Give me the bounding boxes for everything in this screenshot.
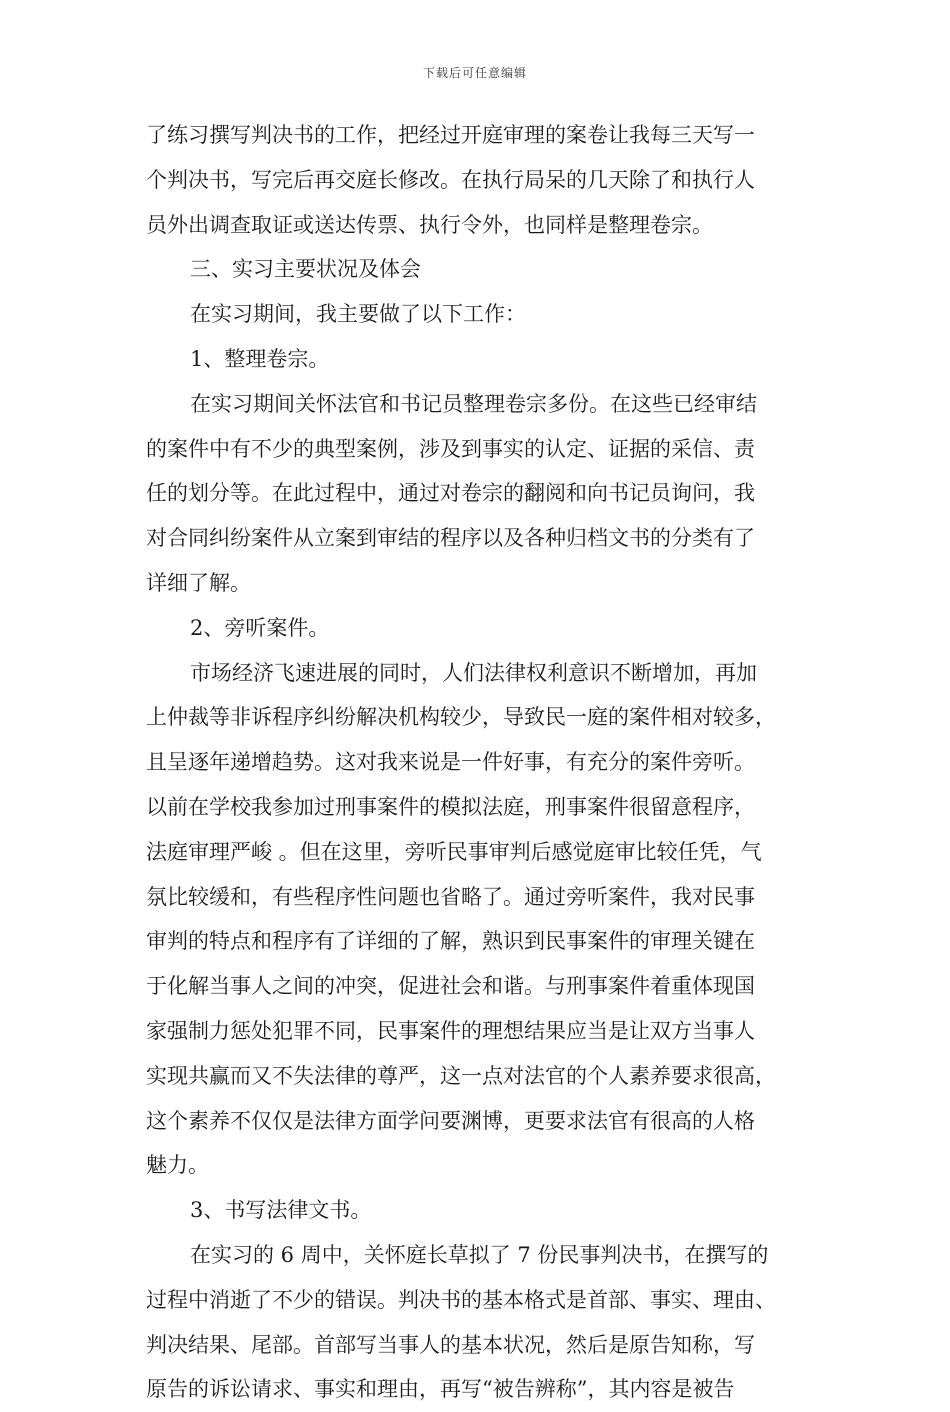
text-line: 于化解当事人之间的冲突，促进社会和谐。与刑事案件着重体现国 — [146, 974, 755, 999]
text-line: 任的划分等。在此过程中，通过对卷宗的翻阅和向书记员询问，我 — [146, 481, 755, 506]
text-line: 在实习期间，我主要做了以下工作： — [190, 302, 526, 327]
text-line: 的案件中有不少的典型案例，涉及到事实的认定、证据的采信、责 — [146, 436, 755, 461]
text-line: 且呈逐年递增趋势。这对我来说是一件好事，有充分的案件旁听。 — [146, 750, 755, 775]
text-line: 市场经济飞速进展的同时，人们法律权利意识不断增加，再加 — [190, 660, 757, 685]
text-line: 以前在学校我参加过刑事案件的模拟法庭，刑事案件很留意程序， — [146, 794, 755, 819]
text-line: 原告的诉讼请求、事实和理由，再写“被告辨称”，其内容是被告 — [146, 1377, 735, 1402]
text-line: 3、书写法律文书。 — [190, 1198, 372, 1223]
text-line: 实现共赢而又不失法律的尊严，这一点对法官的个人素养要求很高， — [146, 1063, 776, 1088]
text-line: 判决结果、尾部。首部写当事人的基本状况，然后是原告知称，写 — [146, 1332, 755, 1357]
text-line: 家强制力惩处犯罪不同，民事案件的理想结果应当是让双方当事人 — [146, 1018, 755, 1043]
text-line: 审判的特点和程序有了详细的了解，熟识到民事案件的审理关键在 — [146, 929, 755, 954]
text-line: 这个素养不仅仅是法律方面学问要渊博，更要求法官有很高的人格 — [146, 1108, 755, 1133]
text-line: 2、旁听案件。 — [190, 615, 330, 640]
text-line: 过程中消逝了不少的错误。判决书的基本格式是首部、事实、理由、 — [146, 1287, 776, 1312]
text-line: 对合同纠纷案件从立案到审结的程序以及各种归档文书的分类有了 — [146, 526, 755, 551]
text-line: 1、整理卷宗。 — [190, 346, 330, 371]
text-line: 三、实习主要状况及体会 — [190, 257, 421, 282]
text-line: 氛比较缓和，有些程序性问题也省略了。通过旁听案件，我对民事 — [146, 884, 755, 909]
text-line: 魅力。 — [146, 1153, 209, 1178]
text-line: 员外出调查取证或送达传票、执行令外，也同样是整理卷宗。 — [146, 212, 713, 237]
page-header-note: 下载后可任意编辑 — [422, 66, 527, 80]
text-line: 详细了解。 — [146, 570, 251, 595]
text-line: 在实习期间关怀法官和书记员整理卷宗多份。在这些已经审结 — [190, 391, 757, 416]
text-line: 法庭审理严峻 。但在这里，旁听民事审判后感觉庭审比较任凭，气 — [146, 839, 762, 864]
text-line: 上仲裁等非诉程序纠纷解决机构较少，导致民一庭的案件相对较多， — [146, 705, 776, 730]
text-line: 在实习的 6 周中，关怀庭长草拟了 7 份民事判决书，在撰写的 — [190, 1242, 769, 1267]
text-line: 个判决书，写完后再交庭长修改。在执行局呆的几天除了和执行人 — [146, 167, 755, 192]
document-body — [146, 113, 806, 1412]
text-line: 了练习撰写判决书的工作，把经过开庭审理的案卷让我每三天写一 — [146, 123, 755, 147]
